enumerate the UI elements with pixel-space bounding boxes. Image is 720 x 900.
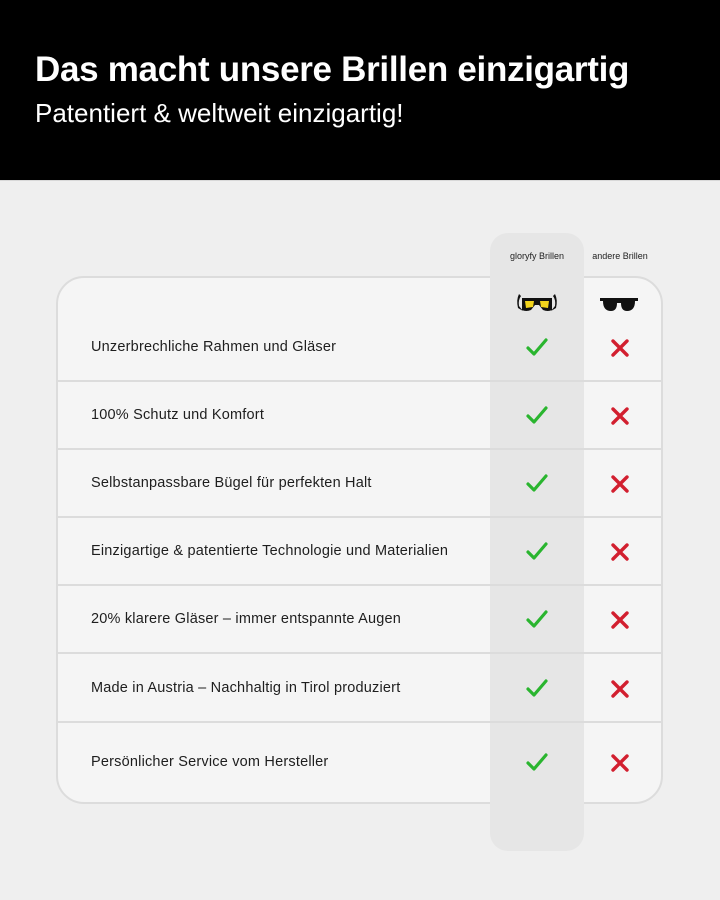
check-icon [526,609,548,629]
column-label-gloryfy: gloryfy Brillen [509,251,565,261]
check-icon [526,541,548,561]
feature-label: 100% Schutz und Komfort [91,407,265,423]
feature-label: 20% klarere Gläser – immer entspannte Augen [91,611,402,627]
check-icon [526,752,548,772]
check-icon [526,405,548,425]
check-icon [526,473,548,493]
cross-icon [611,754,629,772]
cross-icon [611,339,629,357]
sunglasses-icon [599,297,639,313]
cross-icon [611,543,629,561]
feature-label: Selbstanpassbare Bügel für perfekten Halt [91,475,372,491]
check-icon [526,337,548,357]
page-title: Das macht unsere Brillen einzigartig [35,50,630,89]
cross-icon [611,407,629,425]
feature-label: Made in Austria – Nachhaltig in Tirol produziert [91,679,401,696]
column-label-others: andere Brillen [592,251,648,261]
feature-label: Unzerbrechliche Rahmen und Gläser [91,338,337,355]
gloryfy-glasses-icon [515,292,559,314]
header-banner [0,0,720,180]
page-subtitle: Patentiert & weltweit einzigartig! [35,98,404,128]
cross-icon [611,475,629,493]
feature-label: Einzigartige & patentierte Technologie und Materialien [91,543,449,559]
cross-icon [611,680,629,698]
cross-icon [611,611,629,629]
feature-label: Persönlicher Service vom Hersteller [91,754,329,770]
check-icon [526,678,548,698]
